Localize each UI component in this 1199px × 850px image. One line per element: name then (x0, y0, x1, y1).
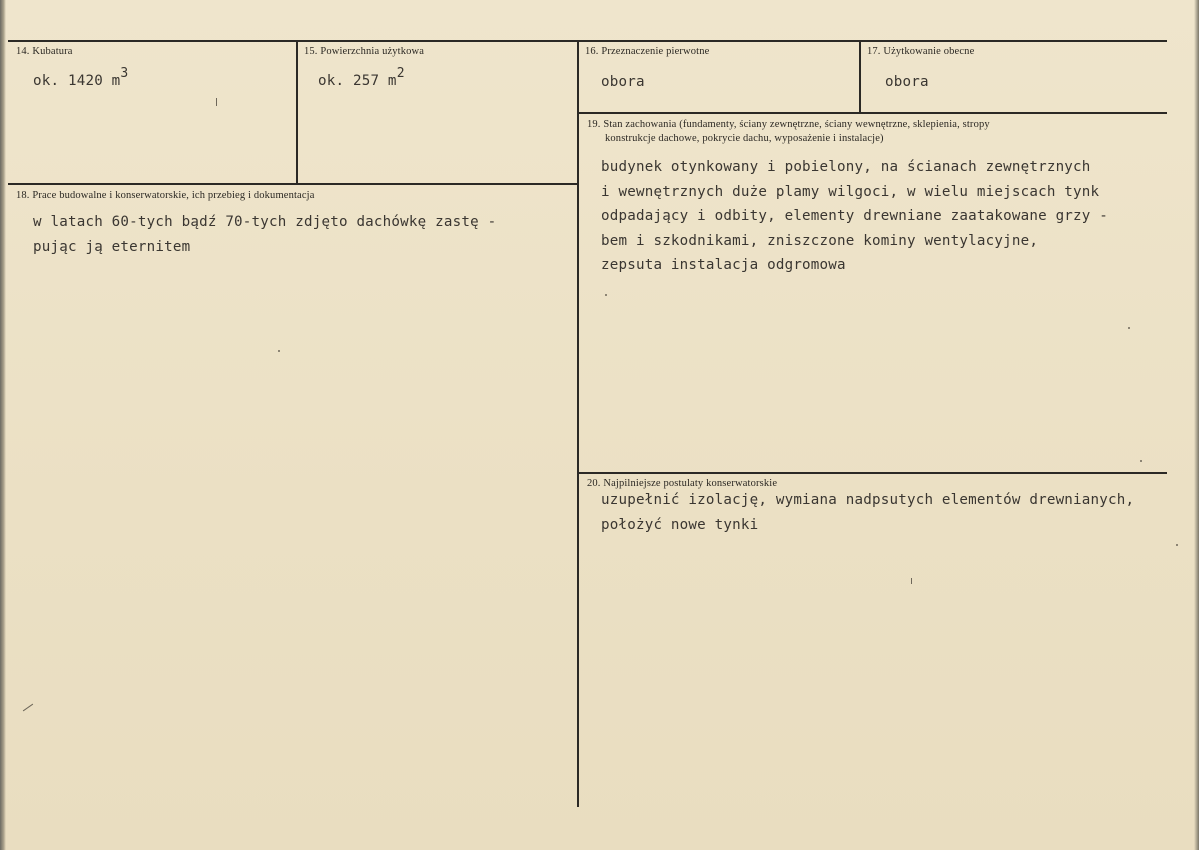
field-19-line-2: i wewnętrznych duże plamy wilgoci, w wielu miejscach tynk (601, 183, 1100, 200)
rule-above-20 (578, 472, 1167, 474)
field-18-line-1: w latach 60-tych bądź 70-tych zdjęto dachówkę zastę - (33, 214, 497, 230)
field-14-value-text: ok. 1420 m (33, 73, 121, 89)
field-15-label: 15. Powierzchnia użytkowa (304, 46, 425, 57)
divider-16-17 (859, 41, 861, 113)
divider-14-15 (296, 41, 298, 183)
field-15-value-text: ok. 257 m (318, 73, 397, 89)
field-19-label-line-2: konstrukcje dachowe, pokrycie dachu, wyposażenie i instalacje) (605, 133, 884, 144)
field-14-value (33, 66, 129, 94)
paper-speck (216, 98, 217, 106)
field-19-line-5: zepsuta instalacja odgromowa (601, 257, 846, 273)
rule-under-14-15 (8, 183, 578, 185)
field-17-label: 17. Użytkowanie obecne (867, 46, 975, 57)
card-left-edge (0, 0, 6, 850)
paper-speck (1176, 544, 1178, 546)
rule-under-16-17 (578, 112, 1167, 114)
paper-speck (278, 350, 280, 352)
paper-speck (911, 578, 912, 584)
field-14-exponent: 3 (120, 66, 129, 81)
pencil-mark (23, 704, 33, 712)
field-16-value: obora (601, 74, 645, 90)
field-14-label: 14. Kubatura (16, 46, 73, 57)
field-19-line-4: bem i szkodnikami, zniszczone kominy wentylacyjne, (601, 232, 1039, 249)
field-19-line-3: odpadający i odbity, elementy drewniane zaatakowane grzy - (601, 208, 1109, 224)
field-20-line-2: położyć nowe tynki (601, 516, 759, 533)
field-20-label: 20. Najpilniejsze postulaty konserwatorskie (587, 478, 778, 489)
field-19-label-line-1: 19. Stan zachowania (fundamenty, ściany zewnętrzne, ściany wewnętrzne, sklepienia, stropy (587, 119, 990, 130)
top-rule (8, 40, 1167, 42)
field-15-value (318, 66, 405, 94)
field-15-exponent: 2 (396, 66, 405, 81)
field-18-line-2: pując ją eternitem (33, 238, 191, 255)
card-right-edge (1194, 0, 1199, 850)
field-19-line-1: budynek otynkowany i pobielony, na ścianach zewnętrznych (601, 159, 1091, 175)
field-20-line-1: uzupełnić izolację, wymiana nadpsutych elementów drewnianych, (601, 492, 1135, 508)
field-18-label: 18. Prace budowalne i konserwatorskie, ich przebieg i dokumentacja (16, 190, 315, 201)
paper-speck (1128, 327, 1130, 329)
center-divider (577, 41, 579, 807)
paper-speck (1140, 460, 1142, 462)
paper-speck (605, 294, 607, 296)
field-16-label: 16. Przeznaczenie pierwotne (585, 46, 710, 57)
field-17-value: obora (885, 74, 929, 90)
